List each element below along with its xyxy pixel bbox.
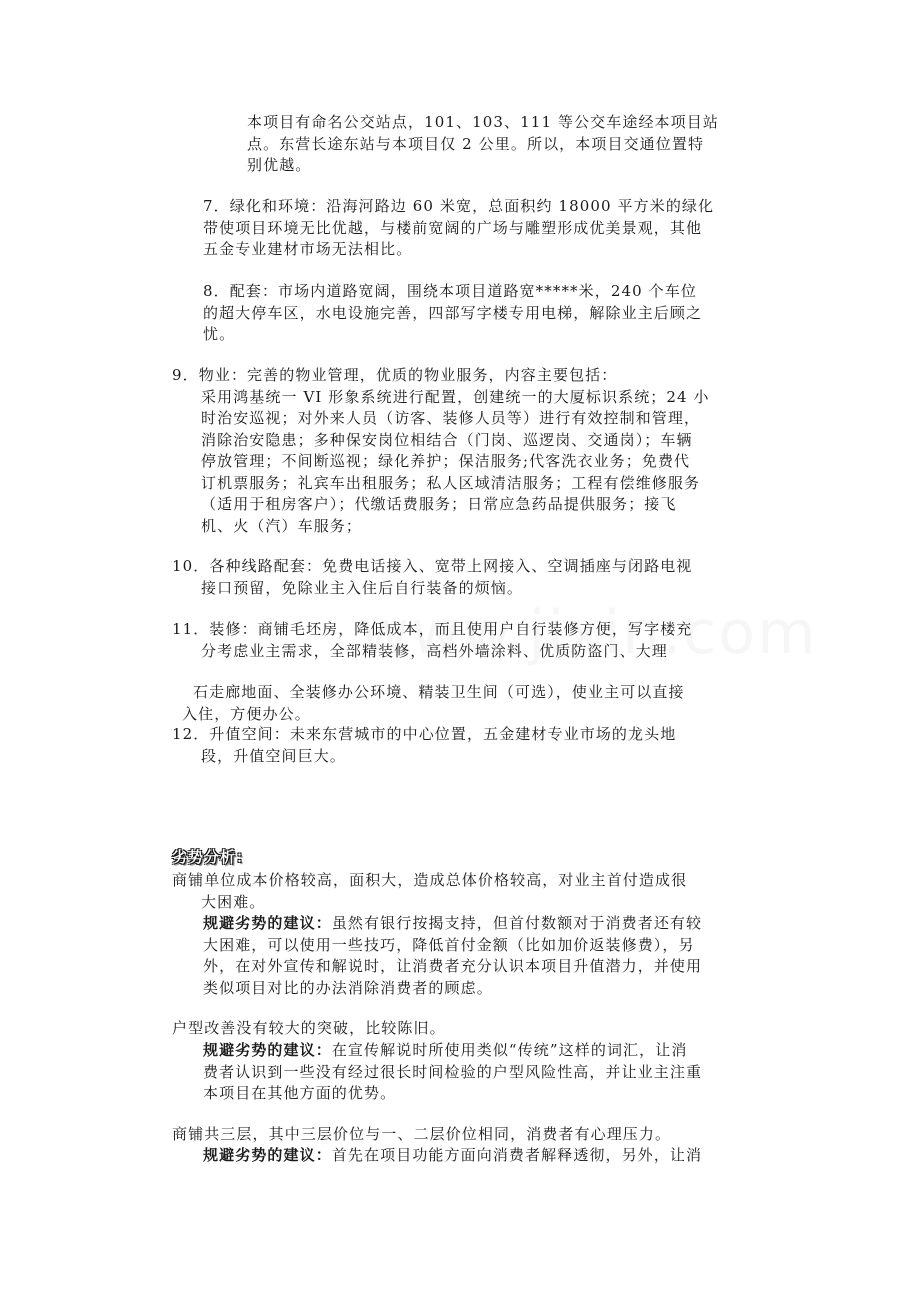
text-line: 虽然有银行按揭支持，但首付数额对于消费者还有较 bbox=[331, 914, 703, 932]
text-line: 9．物业：完善的物业管理，优质的物业服务，内容主要包括： bbox=[172, 366, 618, 384]
suggestion-label: 规避劣势的建议： bbox=[203, 914, 332, 932]
text-line: 商铺单位成本价格较高，面积大，造成总体价格较高，对业主首付造成很 bbox=[172, 871, 688, 889]
section-heading: 劣势分析： bbox=[172, 848, 253, 866]
text-line: 8．配套：市场内道路宽阔，围绕本项目道路宽*****米，240 个车位 bbox=[203, 282, 697, 300]
suggestion-label: 规避劣势的建议： bbox=[203, 1041, 332, 1059]
text-line: 采用鸿基统一 VI 形象系统进行配置，创建统一的大厦标识系统；24 小 bbox=[201, 387, 710, 406]
text-line: 带使项目环境无比优越，与楼前宽阔的广场与雕塑形成优美景观，其他 bbox=[203, 218, 703, 237]
paragraph-appreciation bbox=[172, 724, 676, 767]
text-line: 忧。 bbox=[203, 325, 236, 343]
paragraph-transport bbox=[247, 112, 719, 177]
suggestion-2 bbox=[203, 1040, 702, 1105]
disadvantage-3 bbox=[172, 1124, 671, 1146]
suggestion-label: 规避劣势的建议： bbox=[203, 1146, 332, 1164]
text-line: 消除治安隐患；多种保安岗位相结合（门岗、巡逻岗、交通岗）；车辆 bbox=[201, 430, 693, 449]
text-line: 本项目在其他方面的优势。 bbox=[203, 1084, 397, 1102]
text-line: 在宣传解说时所使用类似“传统”这样的词汇，让消 bbox=[331, 1041, 688, 1059]
paragraph-decoration bbox=[172, 619, 692, 662]
text-line: 商铺共三层，其中三层价位与一、二层价位相同，消费者有心理压力。 bbox=[172, 1125, 672, 1143]
text-line: 别优越。 bbox=[247, 156, 312, 174]
text-line: 五金专业建材市场无法相比。 bbox=[203, 240, 413, 258]
text-line: 12．升值空间：未来东营城市的中心位置，五金建材专业市场的龙头地 bbox=[172, 725, 677, 743]
paragraph-facilities bbox=[203, 281, 702, 346]
text-line: 户型改善没有较大的突破，比较陈旧。 bbox=[172, 1019, 446, 1037]
text-line: 11．装修：商铺毛坯房，降低成本，而且使用户自行装修方便，写字楼充 bbox=[172, 620, 693, 638]
paragraph-decoration-continued bbox=[182, 682, 685, 725]
text-line: 费者认识到一些没有经过很长时间检验的户型风险性高，并让业主注重 bbox=[203, 1062, 703, 1081]
text-line: 7．绿化和环境：沿海河路边 60 米宽，总面积约 18000 平方米的绿化 bbox=[203, 197, 715, 215]
text-line: 时治安巡视；对外来人员（访客、装修人员等）进行有效控制和管理， bbox=[201, 409, 701, 427]
paragraph-greening bbox=[203, 196, 714, 261]
text-line: 机、火（汽）车服务； bbox=[201, 516, 363, 535]
text-line: 订机票服务；礼宾车出租服务；私人区域清洁服务；工程有偿维修服务 bbox=[201, 473, 701, 492]
text-line: 本项目有命名公交站点，101、103、111 等公交车途经本项目站 bbox=[247, 113, 719, 131]
suggestion-1 bbox=[203, 913, 702, 999]
text-line: 点。东营长途东站与本项目仅 2 公里。所以，本项目交通位置特 bbox=[247, 134, 705, 153]
disadvantage-2 bbox=[172, 1018, 446, 1040]
text-line: 10．各种线路配套：免费电话接入、宽带上网接入、空调插座与闭路电视 bbox=[172, 557, 693, 575]
text-line: 类似项目对比的办法消除消费者的顾虑。 bbox=[203, 978, 493, 997]
text-line: （适用于租房客户）；代缴话费服务；日常应急药品提供服务；接飞 bbox=[201, 495, 677, 513]
text-line: 段，升值空间巨大。 bbox=[201, 746, 346, 765]
text-line: 入住，方便办公。 bbox=[182, 704, 311, 723]
paragraph-wiring bbox=[172, 556, 692, 599]
suggestion-3 bbox=[203, 1145, 702, 1167]
text-line: 接口预留，免除业主入住后自行装备的烦恼。 bbox=[201, 578, 524, 597]
text-line: 的超大停车区，水电设施完善，四部写字楼专用电梯，解除业主后顾之 bbox=[203, 303, 703, 322]
text-line: 首先在项目功能方面向消费者解释透彻，另外，让消 bbox=[331, 1146, 703, 1164]
text-line: 大困难。 bbox=[201, 892, 266, 911]
text-line: 停放管理；不间断巡视；绿化养护；保洁服务;代客洗衣业务；免费代 bbox=[201, 452, 691, 470]
text-line: 石走廊地面、全装修办公环境、精装卫生间（可选），使业主可以直接 bbox=[193, 683, 685, 701]
text-line: 大困难，可以使用一些技巧，降低首付金额（比如加价返装修费），另 bbox=[203, 935, 695, 954]
text-line: 外，在对外宣传和解说时，让消费者充分认识本项目升值潜力，并使用 bbox=[203, 957, 703, 975]
text-line: 分考虑业主需求，全部精装修，高档外墙涂料、优质防盗门、大理 bbox=[201, 641, 668, 660]
disadvantage-1 bbox=[172, 870, 687, 913]
paragraph-property-management bbox=[172, 365, 710, 537]
